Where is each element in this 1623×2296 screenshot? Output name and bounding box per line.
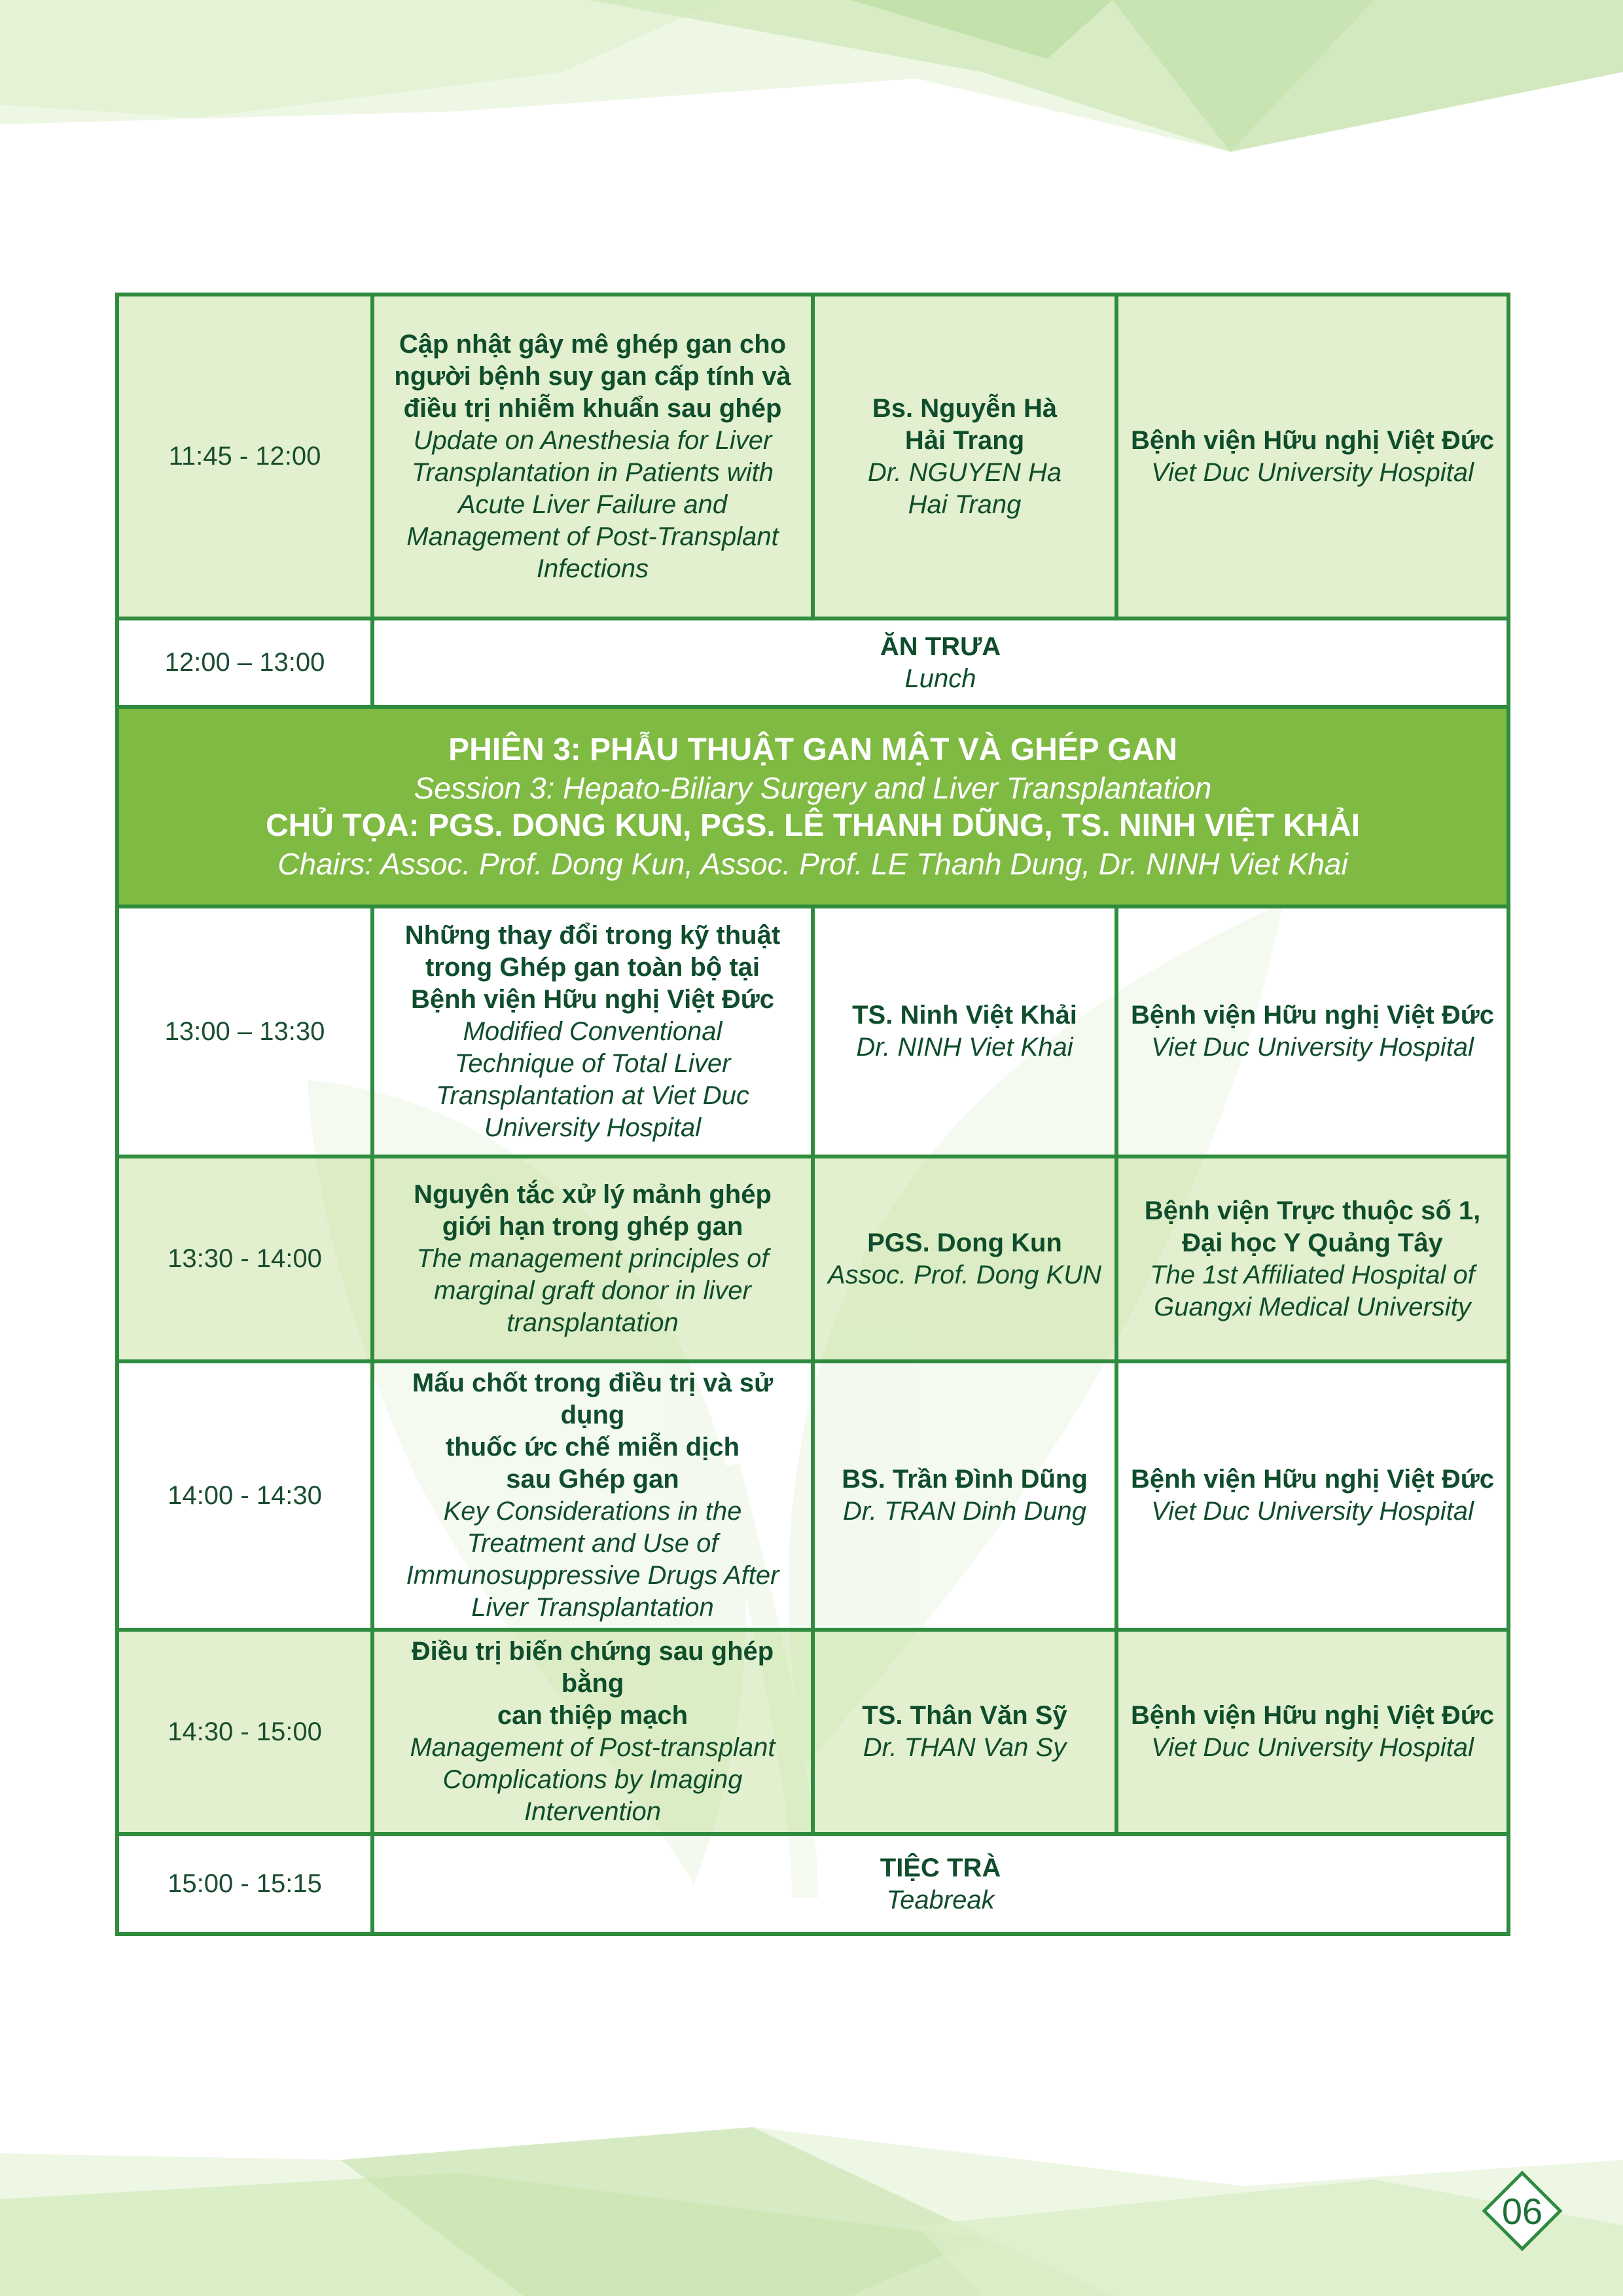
speaker-vi-line: TS. Thân Văn Sỹ — [862, 1701, 1067, 1730]
topic-cell — [372, 1361, 813, 1630]
top-banner-decoration — [0, 0, 1623, 152]
topic-en-line: Immunosuppressive Drugs After — [406, 1561, 779, 1590]
topic-en-line: Infections — [536, 554, 649, 583]
institution-cell — [1116, 295, 1508, 619]
institution-cell — [1116, 1157, 1508, 1361]
institution-en-line: Viet Duc University Hospital — [1151, 457, 1474, 487]
topic-en-line: transplantation — [507, 1308, 679, 1337]
speaker-en-line: Hai Trang — [908, 490, 1022, 519]
topic-vi-line: trong Ghép gan toàn bộ tại — [425, 952, 760, 982]
institution-en-line: Guangxi Medical University — [1154, 1292, 1471, 1321]
session-header-cell — [117, 707, 1508, 906]
topic-en-line: Transplantation in Patients with — [412, 457, 774, 487]
institution-vi-line: Bệnh viện Hữu nghị Việt Đức — [1130, 1701, 1495, 1730]
time-cell: 14:30 - 15:00 — [117, 1630, 372, 1834]
session-chairs: CHỦ TỌA: PGS. DONG KUN, PGS. LÊ THANH DŨNG, TS. NINH VIỆT KHẢI — [265, 808, 1361, 843]
table-row — [117, 906, 1508, 1157]
topic-en-line: University Hospital — [484, 1113, 702, 1142]
page-number-badge — [1482, 2170, 1563, 2251]
topic-vi-line: người bệnh suy gan cấp tính và — [394, 361, 791, 391]
institution-vi-line: Bệnh viện Hữu nghị Việt Đức — [1130, 1001, 1495, 1030]
topic-vi-line: Điều trị biến chứng sau ghép bằng — [411, 1637, 774, 1698]
session-title: PHIÊN 3: PHẪU THUẬT GAN MẬT VÀ GHÉP GAN — [448, 732, 1177, 767]
speaker-en-line: Dr. TRAN Dinh Dung — [843, 1497, 1086, 1526]
topic-en-line: Complications by Imaging — [442, 1765, 743, 1794]
topic-en-line: Intervention — [524, 1797, 662, 1826]
session-chairs-en: Chairs: Assoc. Prof. Dong Kun, Assoc. Prof. LE Thanh Dung, Dr. NINH Viet Khai — [277, 846, 1348, 881]
topic-cell — [372, 1157, 813, 1361]
institution-cell — [1116, 1361, 1508, 1630]
topic-vi-line: Những thay đổi trong kỹ thuật — [404, 920, 781, 950]
table-row — [117, 1630, 1508, 1834]
institution-vi-line: Bệnh viện Hữu nghị Việt Đức — [1130, 425, 1495, 455]
topic-en-line: Management of Post-transplant — [410, 1733, 776, 1762]
topic-vi-line: Nguyên tắc xử lý mảnh ghép — [414, 1180, 772, 1209]
time-cell: 14:00 - 14:30 — [117, 1361, 372, 1630]
time-cell: 13:30 - 14:00 — [117, 1157, 372, 1361]
speaker-cell — [813, 295, 1116, 619]
topic-en-line: Liver Transplantation — [471, 1593, 714, 1622]
program-table-wrapper — [115, 293, 1507, 1920]
break-row — [117, 1834, 1508, 1934]
table-row — [117, 295, 1508, 619]
speaker-en-line: Assoc. Prof. Dong KUN — [828, 1260, 1101, 1289]
topic-vi-line: can thiệp mạch — [497, 1701, 688, 1730]
page-number: 06 — [1501, 2190, 1543, 2232]
speaker-cell — [813, 1157, 1116, 1361]
speaker-cell — [813, 906, 1116, 1157]
break-cell — [372, 619, 1508, 707]
time-cell: 13:00 – 13:30 — [117, 906, 372, 1157]
topic-vi-line: điều trị nhiễm khuẩn sau ghép — [403, 393, 782, 423]
institution-vi-line: Bệnh viện Hữu nghị Việt Đức — [1130, 1465, 1495, 1494]
topic-en-line: Management of Post-Transplant — [406, 522, 779, 551]
topic-en-line: Modified Conventional — [463, 1016, 722, 1046]
institution-en-line: Viet Duc University Hospital — [1151, 1733, 1474, 1762]
topic-en-line: Update on Anesthesia for Liver — [413, 425, 772, 455]
speaker-cell — [813, 1361, 1116, 1630]
topic-vi-line: giới hạn trong ghép gan — [442, 1212, 743, 1241]
topic-cell — [372, 295, 813, 619]
speaker-en-line: Dr. THAN Van Sy — [863, 1733, 1067, 1762]
break-en-label: Lunch — [904, 664, 976, 693]
topic-vi-line: Bệnh viện Hữu nghị Việt Đức — [410, 984, 775, 1014]
topic-en-line: marginal graft donor in liver — [434, 1276, 751, 1305]
speaker-en-line: Dr. NGUYEN Ha — [867, 457, 1062, 487]
speaker-vi-line: Bs. Nguyễn Hà — [872, 393, 1058, 423]
topic-en-line: Transplantation at Viet Duc — [436, 1081, 749, 1110]
time-cell: 15:00 - 15:15 — [117, 1834, 372, 1934]
break-en-label: Teabreak — [886, 1885, 995, 1914]
institution-en-line: Viet Duc University Hospital — [1151, 1497, 1474, 1526]
program-table — [115, 293, 1510, 1936]
topic-en-line: The management principles of — [416, 1244, 769, 1273]
institution-vi-line: Đại học Y Quảng Tây — [1182, 1228, 1443, 1257]
topic-en-line: Key Considerations in the — [443, 1497, 742, 1526]
break-vi-label: ĂN TRƯA — [880, 632, 1001, 661]
topic-cell — [372, 1630, 813, 1834]
break-row — [117, 619, 1508, 707]
time-cell: 11:45 - 12:00 — [117, 295, 372, 619]
speaker-vi-line: TS. Ninh Việt Khải — [852, 1001, 1077, 1030]
break-cell — [372, 1834, 1508, 1934]
topic-cell — [372, 906, 813, 1157]
topic-vi-line: thuốc ức chế miễn dịch — [445, 1433, 740, 1462]
table-row — [117, 1157, 1508, 1361]
institution-vi-line: Bệnh viện Trực thuộc số 1, — [1144, 1196, 1481, 1225]
topic-vi-line: Mấu chốt trong điều trị và sử dụng — [412, 1369, 774, 1429]
speaker-vi-line: Hải Trang — [904, 425, 1025, 455]
break-vi-label: TIỆC TRÀ — [880, 1853, 1001, 1882]
speaker-en-line: Dr. NINH Viet Khai — [856, 1033, 1073, 1062]
session-header-row — [117, 707, 1508, 906]
institution-en-line: Viet Duc University Hospital — [1151, 1033, 1474, 1062]
topic-vi-line: Cập nhật gây mê ghép gan cho — [399, 329, 787, 359]
time-cell: 12:00 – 13:00 — [117, 619, 372, 707]
speaker-vi-line: PGS. Dong Kun — [867, 1228, 1062, 1257]
topic-en-line: Technique of Total Liver — [454, 1049, 731, 1078]
bottom-banner-decoration — [0, 2127, 1623, 2296]
institution-cell — [1116, 906, 1508, 1157]
topic-en-line: Acute Liver Failure and — [457, 490, 728, 519]
institution-en-line: The 1st Affiliated Hospital of — [1150, 1260, 1475, 1289]
topic-en-line: Treatment and Use of — [467, 1529, 719, 1558]
session-subtitle: Session 3: Hepato-Biliary Surgery and Liver Transplantation — [414, 770, 1212, 805]
topic-vi-line: sau Ghép gan — [506, 1465, 679, 1494]
table-row — [117, 1361, 1508, 1630]
speaker-vi-line: BS. Trần Đình Dũng — [842, 1465, 1088, 1494]
speaker-cell — [813, 1630, 1116, 1834]
institution-cell — [1116, 1630, 1508, 1834]
